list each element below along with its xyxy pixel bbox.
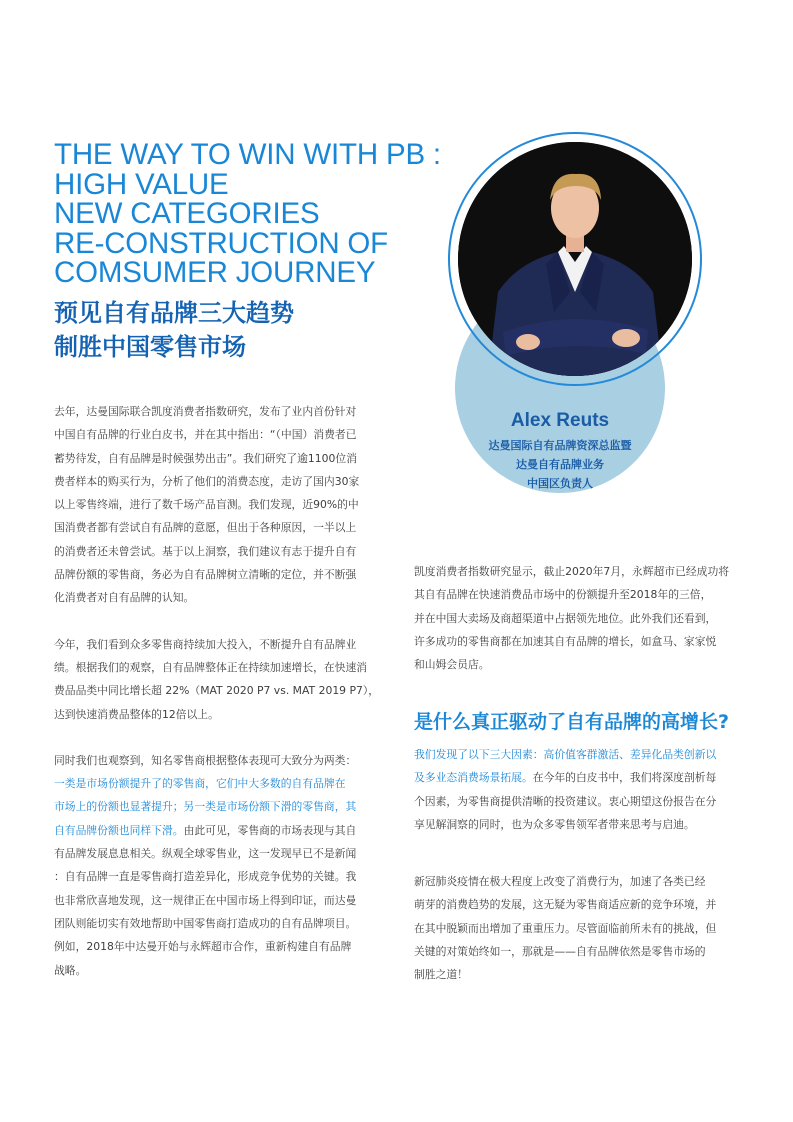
paragraph [54,749,384,982]
text-line: 在其中脱颖而出增加了重重压力。尽管面临前所未有的挑战，但 [414,921,717,935]
text-run: 在今年的白皮书中，我们将深度剖析每 [532,771,717,785]
text-line: 关键的对策始终如一，那就是——自有品牌依然是零售市场的 [414,945,706,959]
text-line: 的消费者还未曾尝试。基于以上洞察，我们建议有志于提升自有 [54,544,357,558]
text-line: 战略。 [54,963,87,977]
text-line: 个因素，为零售商提供清晰的投资建议。衷心期望这份报告在分 [414,794,717,808]
text-line: 凯度消费者指数研究显示，截止2020年7月，永辉超市已经成功将 [414,565,730,578]
title-line: NEW CATEGORIES [54,197,320,230]
title-line: COMSUMER JOURNEY [54,256,376,289]
paragraph [414,870,744,986]
text-line: 达到快速消费品整体的12倍以上。 [54,707,219,721]
author-name: Alex Reuts [510,410,610,431]
chinese-title [54,296,294,364]
author-role-line: 达曼自有品牌业务 [516,458,604,471]
title-line: RE-CONSTRUCTION OF [54,226,388,260]
text-line: 同时我们也观察到，知名零售商根据整体表现可大致分为两类： [54,753,357,767]
text-line: 绩。根据我们的观察，自有品牌整体正在持续加速增长，在快速消 [54,660,368,674]
text-line: 国消费者都有尝试自有品牌的意愿，但出于各种原因，一半以上 [54,521,357,535]
portrait-illustration [458,142,692,376]
text-line: 蓄势待发，自有品牌是时候强势出击”。我们研究了逾1100位消 [54,451,357,465]
highlight-line: 市场上的份额也显著提升；另一类是市场份额下滑的零售商，其 [54,800,357,814]
text-line: 例如，2018年中达曼开始与永辉超市合作，重新构建自有品牌 [54,940,352,954]
author-role [455,436,665,493]
text-line: 有品牌发展息息相关。纵观全球零售业，这一发现早已不是新闻 [54,847,357,861]
highlight-line: 一类是市场份额提升了的零售商，它们中大多数的自有品牌在 [54,777,346,791]
text-line: 萌芽的消费趋势的发展，这无疑为零售商适应新的竞争环境，并 [414,898,717,912]
text-line: 其自有品牌在快速消费品市场中的份额提升至2018年的三倍， [414,588,712,602]
right-column [414,560,744,676]
highlight-text: 自有品牌份额也同样下滑。 [54,823,184,837]
english-title [54,140,454,288]
text-line: 新冠肺炎疫情在极大程度上改变了消费行为，加速了各类已经 [414,875,706,889]
text-line: ：自有品牌一直是零售商打造差异化，形成竞争优势的关键。我 [54,870,357,884]
text-line: 中国自有品牌的行业白皮书，并在其中指出：“（中国）消费者已 [54,428,357,442]
highlight-line: 我们发现了以下三大因素：高价值客群激活、差异化品类创新以 [414,748,717,761]
text-line: 享见解洞察的同时，也为众多零售领军者带来思考与启迪。 [414,817,695,831]
author-portrait [458,142,692,376]
text-line: 品牌份额的零售商，务必为自有品牌树立清晰的定位，并不断强 [54,568,357,582]
paragraph [414,560,744,676]
author-role-line: 达曼国际自有品牌资深总监暨 [488,439,632,452]
title-line: 预见自有品牌三大趋势 [54,299,294,327]
title-line: 制胜中国零售市场 [54,333,246,361]
title-line: THE WAY TO WIN WITH PB : [54,138,441,171]
text-line: 团队则能切实有效地帮助中国零售商打造成功的自有品牌项目。 [54,916,357,930]
paragraph [54,400,384,610]
text-line: 去年，达曼国际联合凯度消费者指数研究，发布了业内首份针对 [54,405,357,418]
title-line: HIGH VALUE [54,167,229,201]
author-role-line: 中国区负责人 [527,477,593,490]
highlight-text: 及多业态消费场景拓展。 [414,771,533,785]
text-line: 和山姆会员店。 [414,658,490,672]
text-line: 制胜之道！ [414,968,468,982]
text-line: 许多成功的零售商都在加速其自有品牌的增长，如盒马、家家悦 [414,634,717,648]
text-line: 今年，我们看到众多零售商持续加大投入，不断提升自有品牌业 [54,637,357,651]
paragraph [414,743,744,836]
text-line: 以上零售终端，进行了数千场产品盲测。我们发现，近90%的中 [54,498,359,512]
text-run: 由此可见，零售商的市场表现与其自 [183,823,357,837]
text-line: 也非常欣喜地发现，这一规律正在中国市场上得到印证，而达曼 [54,893,357,907]
text-line: 并在中国大卖场及商超渠道中占据领先地位。此外我们还看到， [414,611,717,625]
section-heading: 是什么真正驱动了自有品牌的高增长? [414,711,730,733]
text-line: 费者样本的购买行为，分析了他们的消费态度，走访了国内30家 [54,474,360,488]
text-line: 费品品类中同比增长超 22%（MAT 2020 P7 vs. MAT 2019 P7）， [54,684,380,698]
paragraph [54,633,384,726]
left-column [54,400,384,982]
text-line: 化消费者对自有品牌的认知。 [54,591,195,605]
right-column-lower [414,743,744,987]
